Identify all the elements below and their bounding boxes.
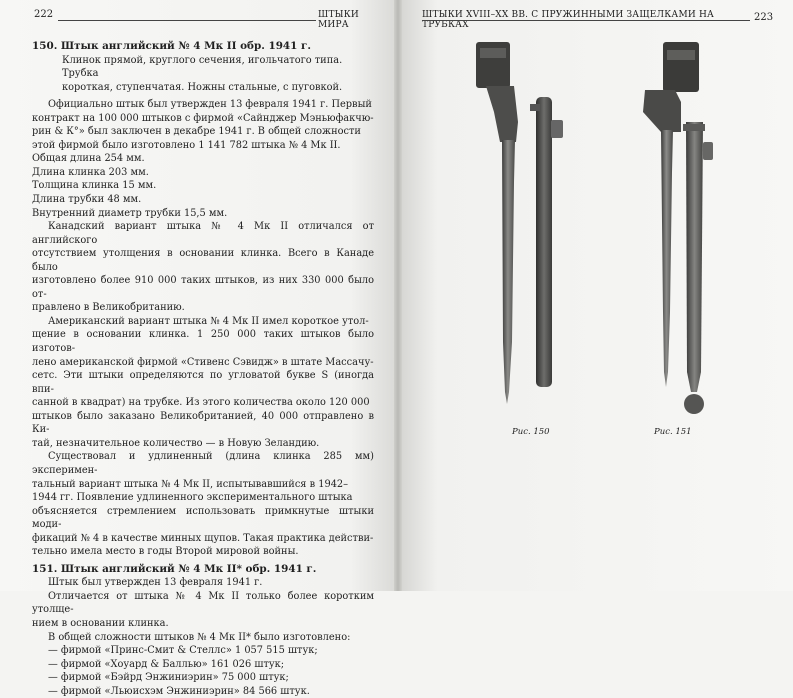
bayonet-photo-icon-151: [623, 42, 763, 427]
page-body-left: [32, 40, 374, 698]
text-line: щение в основании клинка. 1 250 000 таких штыков было изготов-: [32, 329, 374, 355]
spec-line: Общая длина 254 мм.: [32, 153, 145, 165]
figure-caption-151: Рис. 151: [654, 427, 692, 437]
text-line: В общей сложности штыков № 4 Мк II* было изготовлено:: [48, 631, 351, 643]
text-line: контракт на 100 000 штыков с фирмой «Сайнджер Мэньюфакчю-: [32, 112, 374, 124]
list-item: — фирмой «Хоуард & Баллью» 161 026 штук;: [48, 658, 285, 670]
text-line: лено американской фирмой «Стивенс Сэвидж» в штате Массачу-: [32, 356, 374, 368]
text-line: фикаций № 4 в качестве минных щупов. Такая практика действи-: [32, 532, 374, 544]
header-rule-right: [422, 20, 750, 21]
book-spine: [394, 0, 402, 591]
running-head-left: ШТЫКИ МИРА: [318, 10, 359, 30]
spec-line: Длина клинка 203 мм.: [32, 166, 149, 178]
text-line: Штык был утвержден 13 февраля 1941 г.: [48, 577, 263, 589]
running-head-right: ШТЫКИ XVIII–XX ВВ. С ПРУЖИННЫМИ ЗАЩЕЛКАМИ НА ТРУБКАХ: [422, 10, 715, 30]
text-line: тельно имела место в годы Второй мировой войны.: [32, 546, 299, 558]
text-line: Отличается от штыка № 4 Мк II только более коротким утолще-: [32, 590, 374, 616]
list-item: — фирмой «Принс-Смит & Стеллс» 1 057 515 штук;: [48, 645, 318, 657]
text-line: сетс. Эти штыки определяются по угловатой букве S (иногда впи-: [32, 370, 374, 395]
text-line: Существовал и удлиненный (длина клинка 285 мм) эксперимен-: [32, 451, 374, 476]
text-line: штыков было заказано Великобританией, 40 000 отправлено в Ки-: [32, 410, 374, 436]
text-line: правлено в Великобританию.: [32, 302, 185, 314]
section-heading-150: 150. Штык английский № 4 Мк II обр. 1941 г.: [32, 40, 311, 52]
text-line: этой фирмой было изготовлено 1 141 782 штыка № 4 Мк II.: [32, 139, 341, 151]
spec-line: Длина трубки 48 мм.: [32, 194, 142, 206]
text-line: изготовлено более 910 000 таких штыков, из них 330 000 было от-: [32, 275, 374, 300]
figure-caption-150: Рис. 150: [512, 427, 550, 437]
spec-line: Внутренний диаметр трубки 15,5 мм.: [32, 207, 228, 219]
text-line: нием в основании клинка.: [32, 617, 169, 629]
text-line: отсутствием утолщения в основании клинка. Всего в Канаде было: [32, 248, 374, 273]
page-number-right: 223: [754, 12, 774, 23]
text-line: тальный вариант штыка № 4 Мк II, испытывавшийся в 1942–: [32, 478, 349, 490]
desc-line: короткая, ступенчатая. Ножны стальные, с пуговкой.: [62, 81, 343, 93]
text-line: тай, незначительное количество — в Новую Зеландию.: [32, 437, 320, 449]
page-number-left: 222: [34, 9, 54, 20]
text-line: рин & К°» был заключен в декабре 1941 г. В общей сложности: [32, 126, 361, 138]
section-heading-151: 151. Штык английский № 4 Мк II* обр. 1941 г.: [32, 562, 317, 575]
text-line: санной в квадрат) на трубке. Из этого количества около 120 000: [32, 397, 370, 409]
header-rule-left: [58, 20, 316, 21]
right-page: [398, 0, 793, 591]
text-line: объясняется стремлением использовать примкнутые штыки моди-: [32, 505, 374, 531]
text-line: Американский вариант штыка № 4 Мк II имел короткое утол-: [48, 315, 369, 327]
text-line: Канадский вариант штыка № 4 Мк II отличался от английского: [32, 221, 374, 246]
spec-line: Толщина клинка 15 мм.: [32, 180, 157, 192]
list-item: — фирмой «Бэйрд Энжиниэрин» 75 000 штук;: [48, 672, 289, 684]
text-line: Официально штык был утвержден 13 февраля 1941 г. Первый: [48, 99, 372, 111]
list-item: — фирмой «Льюисхэм Энжиниэрин» 84 566 штук.: [48, 685, 310, 697]
bayonet-photo-icon-150: [458, 42, 588, 422]
text-line: 1944 гг. Появление удлиненного экспериментального штыка: [32, 492, 353, 504]
desc-line: Клинок прямой, круглого сечения, игольчатого типа. Трубка: [62, 54, 343, 80]
